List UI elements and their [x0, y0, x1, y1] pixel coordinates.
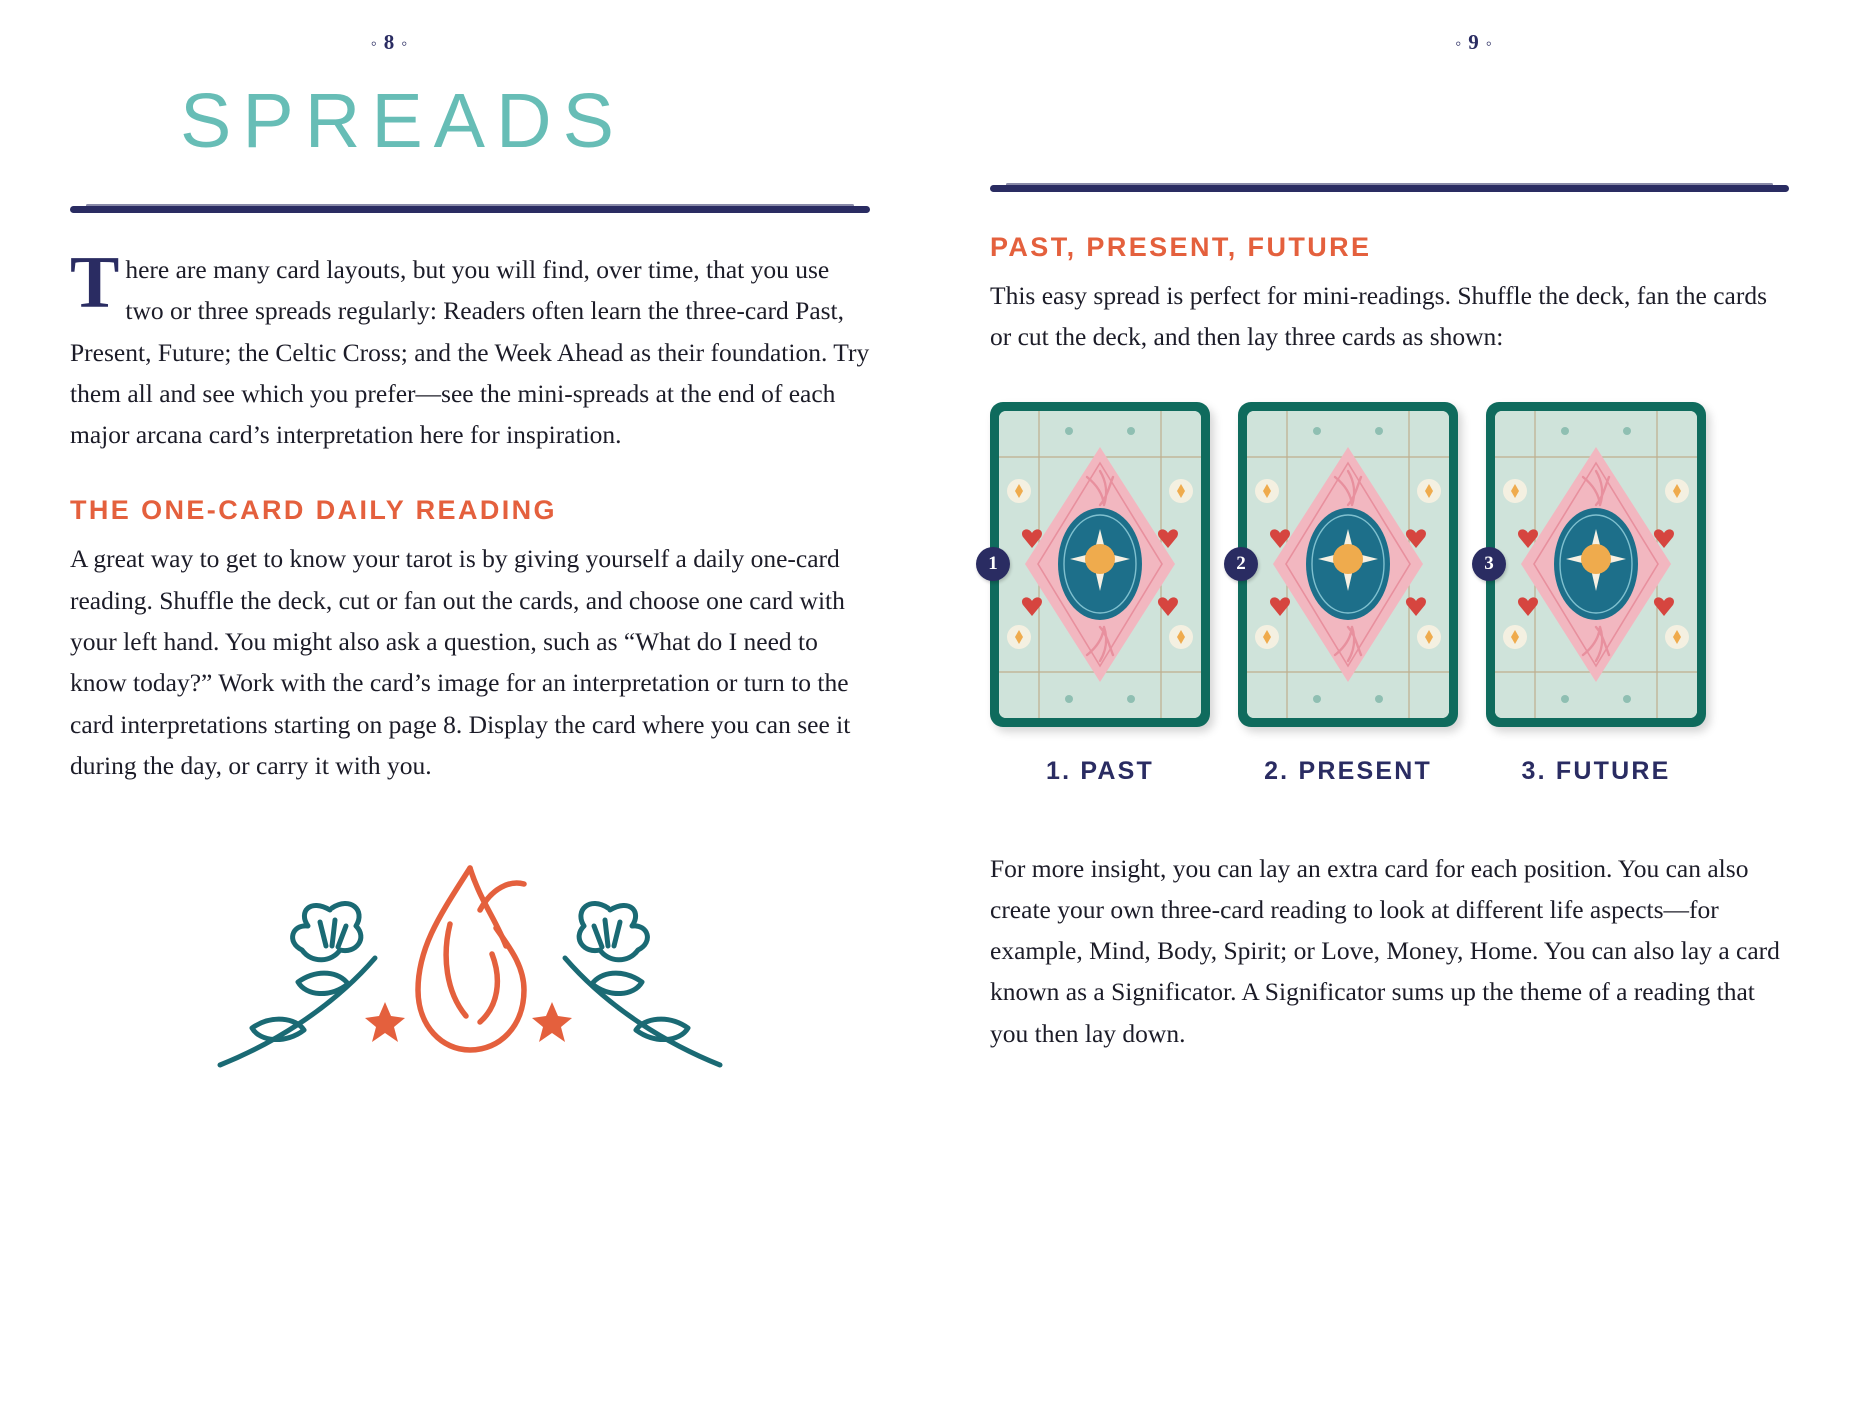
- card-caption-present: 2. PRESENT: [1264, 756, 1432, 785]
- card-frame: [1486, 402, 1706, 727]
- tarot-card-row: [990, 402, 1789, 786]
- page-title: SPREADS: [180, 78, 626, 164]
- card-frame: [1238, 402, 1458, 727]
- card-art: [1495, 411, 1697, 718]
- one-card-paragraph: A great way to get to know your tarot is by giving yourself a daily one-card reading. Shuffle the deck, cut or fan out the cards, and choose one card with your left hand. You might also ask a question, such as “What do I need to know today?” Work with the card’s image for an interpretation or turn to the card interpretations starting on page 8. Display the card where you can see it during the day, or carry it with you.: [70, 544, 851, 780]
- card-frame: [990, 402, 1210, 727]
- past-present-future-paragraph: This easy spread is perfect for mini-readings. Shuffle the deck, fan the cards or cut the deck, and then lay three cards as shown:: [990, 281, 1768, 352]
- title-divider-left: [70, 206, 870, 213]
- card-position-badge: 1: [976, 547, 1010, 581]
- card-position-badge: 3: [1472, 547, 1506, 581]
- folio-number-right: 9: [1468, 30, 1481, 54]
- tarot-card-present[interactable]: [1238, 402, 1458, 786]
- card-art: [1247, 411, 1449, 718]
- page-number-left: [0, 0, 870, 55]
- folio-dot-left: ◦: [370, 34, 379, 54]
- closing-paragraph: For more insight, you can lay an extra card for each position. You can also create your own three-card reading to look at different life aspects—for example, Mind, Body, Spirit; or Love, Money, Home. You can also lay a card known as a Significator. A Significator sums up the theme of a reading that you then lay down.: [990, 853, 1780, 1048]
- card-caption-future: 3. FUTURE: [1521, 756, 1671, 785]
- intro-paragraph: [70, 242, 870, 455]
- right-page: [930, 0, 1859, 1425]
- folio-number-left: 8: [383, 30, 397, 54]
- intro-paragraph-text: here are many card layouts, but you will find, over time, that you use two or three spreads regularly: Readers often learn the three-card Past, Present, Future; the Celtic Cross; and the Week Ahead as their foundation. Try them all and see which you prefer—see the mini-spreads at the end of each major arcana card’s interpretation here for inspiration.: [70, 255, 870, 450]
- card-position-badge: 2: [1224, 547, 1258, 581]
- title-divider-right: [990, 185, 1789, 192]
- section-heading-past-present-future: PAST, PRESENT, FUTURE: [990, 232, 1372, 262]
- tarot-card-past[interactable]: [990, 402, 1210, 786]
- folio-dot-right: ◦: [401, 34, 410, 54]
- page-number-right: [1160, 0, 1789, 55]
- card-art: [999, 411, 1201, 718]
- tarot-card-future[interactable]: [1486, 402, 1706, 786]
- section-heading-one-card: THE ONE-CARD DAILY READING: [70, 495, 557, 526]
- drop-cap: T: [70, 242, 120, 324]
- card-caption-past: 1. PAST: [1045, 756, 1154, 785]
- folio-dot-right-2: ◦: [1485, 34, 1494, 54]
- folio-dot-left-2: ◦: [1455, 34, 1464, 54]
- flame-and-flowers-ornament: [180, 850, 760, 1100]
